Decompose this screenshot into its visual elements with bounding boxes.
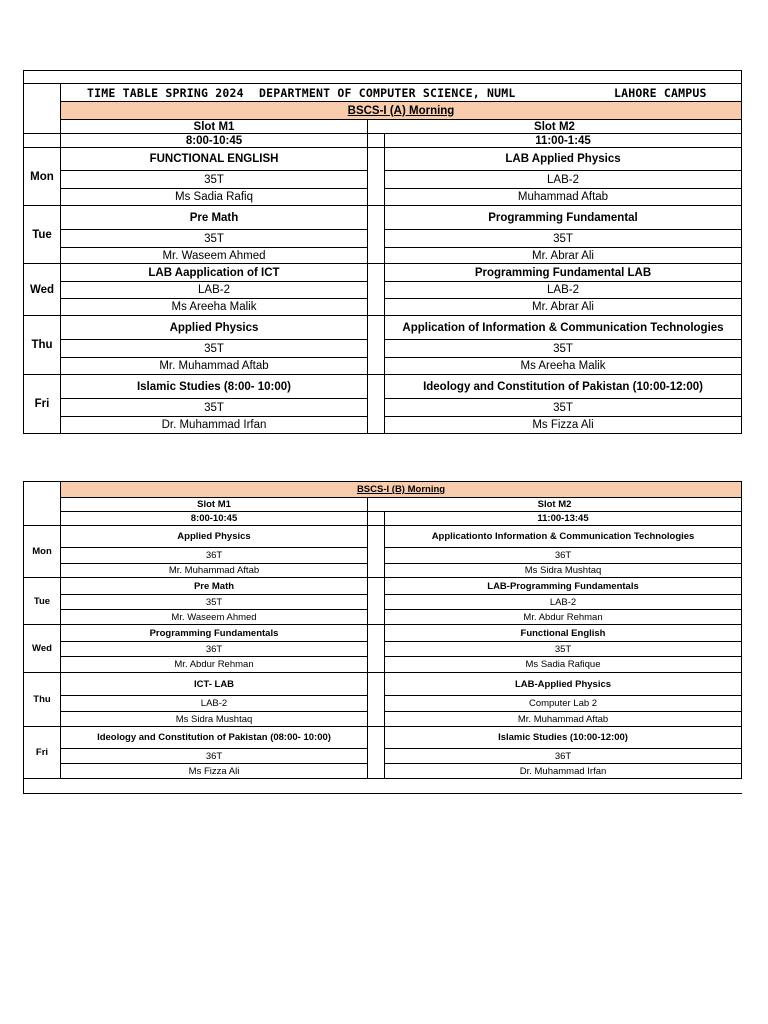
timetable-section-a — [23, 70, 742, 434]
day-label: Mon — [24, 526, 61, 578]
course-cell: Pre Math — [61, 578, 368, 595]
course-cell: LAB-Programming Fundamentals — [385, 578, 742, 595]
course-cell: Pre Math — [61, 206, 368, 230]
slot-m1-label: Slot M1 — [61, 120, 368, 134]
top-blank-row — [24, 71, 742, 84]
slot-m2-label: Slot M2 — [368, 498, 742, 512]
teacher-cell: Ms Sadia Rafique — [385, 657, 742, 673]
course-cell: Programming Fundamental — [385, 206, 742, 230]
room-cell: LAB-2 — [385, 595, 742, 610]
bottom-blank-row — [24, 779, 742, 794]
room-cell: 36T — [385, 749, 742, 764]
blank-cell — [24, 134, 61, 148]
spacer-cell — [368, 578, 385, 625]
course-cell: Programming Fundamental LAB — [385, 264, 742, 282]
day-label: Tue — [24, 206, 61, 264]
day-label: Thu — [24, 673, 61, 727]
teacher-cell: Ms Fizza Ali — [61, 764, 368, 779]
section-a-header: BSCS-I (A) Morning — [61, 102, 742, 120]
room-cell: 35T — [385, 399, 742, 417]
course-cell: Applied Physics — [61, 316, 368, 340]
slot-m1-time: 8:00-10:45 — [61, 512, 368, 526]
course-cell: Functional English — [385, 625, 742, 642]
course-cell: LAB Aapplication of ICT — [61, 264, 368, 282]
spacer-cell — [368, 316, 385, 375]
teacher-cell: Ms Fizza Ali — [385, 417, 742, 434]
section-b-header: BSCS-I (B) Morning — [61, 482, 742, 498]
teacher-cell: Ms Areeha Malik — [385, 358, 742, 375]
teacher-cell: Mr. Waseem Ahmed — [61, 610, 368, 625]
slot-m1-label: Slot M1 — [61, 498, 368, 512]
spacer-cell — [368, 134, 385, 148]
spacer-cell — [368, 625, 385, 673]
corner-cell — [24, 482, 61, 526]
day-label: Fri — [24, 727, 61, 779]
slot-m2-time: 11:00-1:45 — [385, 134, 742, 148]
day-label: Wed — [24, 625, 61, 673]
course-cell: Ideology and Constitution of Pakistan (10:00-12:00) — [385, 375, 742, 399]
teacher-cell: Dr. Muhammad Irfan — [61, 417, 368, 434]
room-cell: 36T — [61, 642, 368, 657]
teacher-cell: Mr. Waseem Ahmed — [61, 248, 368, 264]
room-cell: 35T — [61, 399, 368, 417]
teacher-cell: Mr. Abdur Rehman — [385, 610, 742, 625]
teacher-cell: Mr. Abrar Ali — [385, 248, 742, 264]
room-cell: Computer Lab 2 — [385, 696, 742, 712]
room-cell: 35T — [385, 642, 742, 657]
timetable-section-b — [23, 481, 742, 794]
room-cell: 35T — [61, 595, 368, 610]
day-label: Tue — [24, 578, 61, 625]
room-cell: LAB-2 — [385, 282, 742, 299]
room-cell: LAB-2 — [385, 171, 742, 189]
teacher-cell: Ms Areeha Malik — [61, 299, 368, 316]
title-term: TIME TABLE SPRING 2024 — [87, 85, 244, 100]
spacer-cell — [368, 526, 385, 578]
teacher-cell: Mr. Abdur Rehman — [61, 657, 368, 673]
room-cell: 35T — [385, 340, 742, 358]
course-cell: Programming Fundamentals — [61, 625, 368, 642]
day-label: Fri — [24, 375, 61, 434]
teacher-cell: Ms Sidra Mushtaq — [385, 564, 742, 578]
teacher-cell: Mr. Muhammad Aftab — [385, 712, 742, 727]
teacher-cell: Muhammad Aftab — [385, 189, 742, 206]
spacer-cell — [368, 512, 385, 526]
course-cell: Islamic Studies (10:00-12:00) — [385, 727, 742, 749]
room-cell: LAB-2 — [61, 282, 368, 299]
room-cell: 36T — [61, 749, 368, 764]
corner-cell — [24, 84, 61, 134]
course-cell: Islamic Studies (8:00- 10:00) — [61, 375, 368, 399]
spacer-cell — [368, 375, 385, 434]
room-cell: 35T — [385, 230, 742, 248]
room-cell: LAB-2 — [61, 696, 368, 712]
teacher-cell: Dr. Muhammad Irfan — [385, 764, 742, 779]
day-label: Wed — [24, 264, 61, 316]
course-cell: LAB-Applied Physics — [385, 673, 742, 696]
course-cell: ICT- LAB — [61, 673, 368, 696]
slot-m2-label: Slot M2 — [368, 120, 742, 134]
teacher-cell: Mr. Muhammad Aftab — [61, 358, 368, 375]
teacher-cell: Mr. Muhammad Aftab — [61, 564, 368, 578]
room-cell: 35T — [61, 171, 368, 189]
spacer-cell — [368, 727, 385, 779]
spacer-cell — [368, 673, 385, 727]
teacher-cell: Ms Sadia Rafiq — [61, 189, 368, 206]
teacher-cell: Ms Sidra Mushtaq — [61, 712, 368, 727]
course-cell: Ideology and Constitution of Pakistan (08:00- 10:00) — [61, 727, 368, 749]
spacer-cell — [368, 264, 385, 316]
course-cell: Application of Information & Communication Technologies — [385, 316, 742, 340]
course-cell: LAB Applied Physics — [385, 148, 742, 171]
room-cell: 36T — [385, 548, 742, 564]
room-cell: 35T — [61, 340, 368, 358]
page-title — [61, 84, 742, 102]
spacer-cell — [368, 148, 385, 206]
title-department: DEPARTMENT OF COMPUTER SCIENCE, NUML — [259, 85, 516, 100]
slot-m2-time: 11:00-13:45 — [385, 512, 742, 526]
spacer-cell — [368, 206, 385, 264]
day-label: Mon — [24, 148, 61, 206]
course-cell: FUNCTIONAL ENGLISH — [61, 148, 368, 171]
teacher-cell: Mr. Abrar Ali — [385, 299, 742, 316]
title-campus: LAHORE CAMPUS — [614, 85, 707, 100]
slot-m1-time: 8:00-10:45 — [61, 134, 368, 148]
course-cell: Applicationto Information & Communication Technologies — [385, 526, 742, 548]
room-cell: 35T — [61, 230, 368, 248]
room-cell: 36T — [61, 548, 368, 564]
day-label: Thu — [24, 316, 61, 375]
course-cell: Applied Physics — [61, 526, 368, 548]
